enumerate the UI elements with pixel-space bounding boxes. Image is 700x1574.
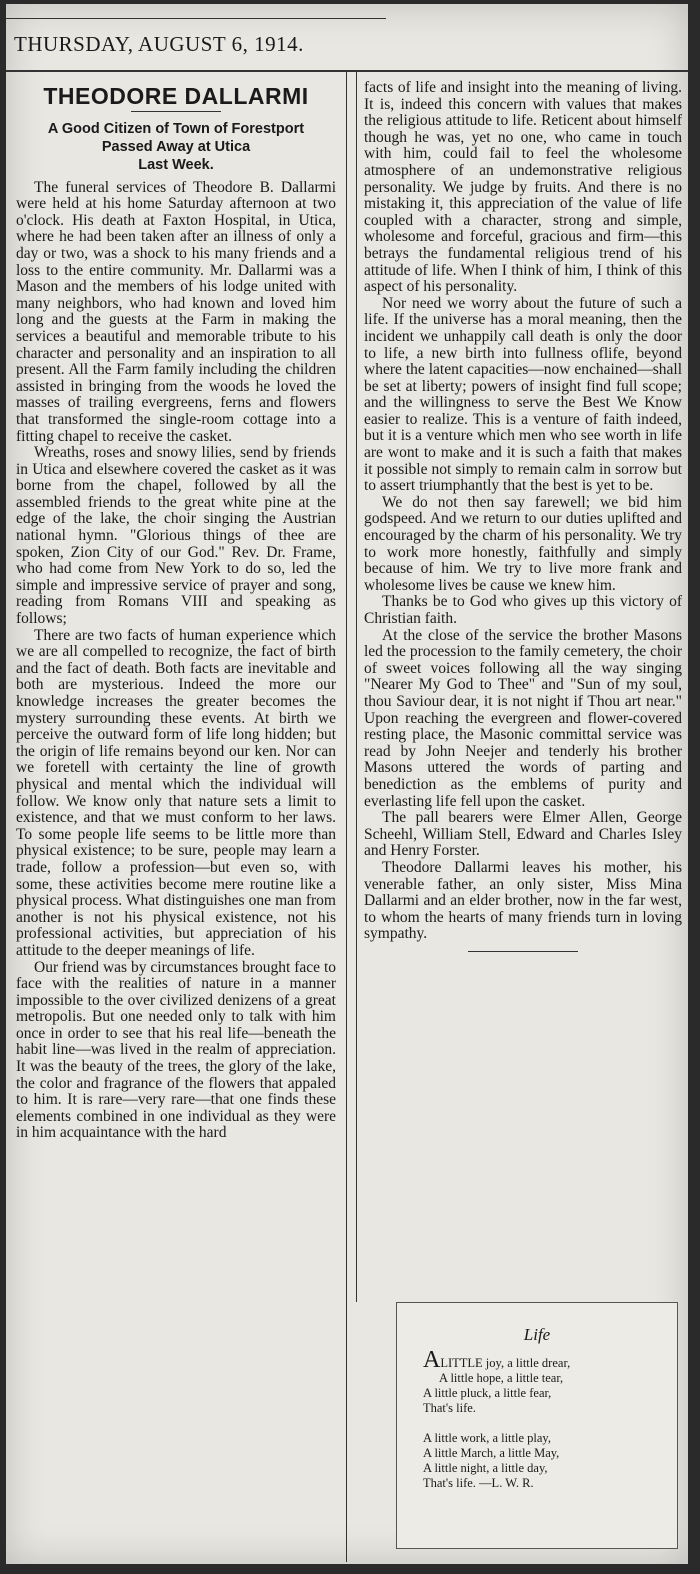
dateline — [6, 32, 688, 57]
end-rule — [468, 951, 578, 952]
article-paragraph: Thanks be to God who gives up this victory of Christian faith. — [364, 593, 682, 627]
top-rule — [6, 18, 386, 19]
subhead-line: Last Week. — [138, 156, 214, 173]
column-divider-left — [346, 72, 347, 1562]
poem-line: A little work, a little play, — [423, 1431, 551, 1445]
poem-line: A little night, a little day, — [423, 1461, 548, 1475]
article-paragraph: Wreaths, roses and snowy lilies, send by friends in Utica and elsewhere covered the casket as it was borne from the chapel, followed by all the assembled friends to the great white pine at the edge of the lake, the choir singing the Austrian national hymn. "Glorious things of thee are spoken, Zion City of our God." Rev. Dr. Frame, who had come from New York to do so, led the simple and impressive service of prayer and song, reading from Romans VIII and speaking as follows; — [16, 444, 336, 628]
dateline-rule — [6, 70, 688, 72]
poem-line: That's life. — [423, 1401, 476, 1415]
subhead-line: Passed Away at Utica — [101, 138, 251, 155]
column-divider-right — [356, 72, 357, 1302]
poem-line: That's life. —L. W. R. — [423, 1476, 534, 1490]
article-paragraph: We do not then say farewell; we bid him godspeed. And we return to our duties uplifted and encouraged by the charm of his personality. We try to work more honestly, faithfully and simply because of him. We try to live more frank and wholesome lives be cause we knew him. — [364, 493, 682, 594]
subhead-line: A Good Citizen of Town of Forestport — [47, 120, 305, 137]
dateline-text: THURSDAY, AUGUST 6, 1914. — [14, 32, 304, 56]
poem-title: Life — [523, 1325, 551, 1344]
article-paragraph: Our friend was by circumstances brought face to face with the realities of nature in a manner impossible to the over civilized denizens of a great metropolis. But one needed only to talk with him once in order to see that his real life—beneath the habit line—was lived in the realm of appreciation. It was the beauty of the trees, the glory of the lake, the color and fragrance of the flowers that appaled to him. It is rare—very rare—that one finds these elements combined in one individual as they were in him acquaintance with the hard — [16, 958, 336, 1142]
article-paragraph: Nor need we worry about the future of such a life. If the universe has a moral meaning, then the incident we unhappily call death is only the door to life, a new birth into fullness oflife, beyond where the latent capacities—now enchained—shall be set at liberty; powers of insight find full scope; and the willingness to serve the Best We Know easier to realize. This is a venture of faith indeed, but it is a venture which men who see worth in life are wont to make and it is such a faith that makes it possible not simply to remain calm in sorrow but to assert triumphantly that the best is yet to be. — [364, 294, 682, 495]
article-paragraph: At the close of the service the brother Masons led the procession to the family cemetery, the choir of sweet voices following all the way singing "Nearer My God to Thee" and "Sun of my soul, thou Saviour dear, it is not night if Thou art near." Upon reaching the evergreen and flower-covered resting place, the Masonic committal service was read by John Neejer and tenderly his brother Masons uttered the words of parting and benediction as the emblems of purity and everlasting life fell upon the casket. — [364, 626, 682, 810]
article-paragraph: Theodore Dallarmi leaves his mother, his venerable father, an only sister, Miss Mina Dallarmi and an elder brother, now in the far west, to whom the hearts of many friends turn in loving sympathy. — [364, 858, 682, 943]
poem-body — [397, 1347, 677, 1491]
newspaper-clipping — [6, 4, 688, 1564]
headline: THEODORE DALLARMI — [43, 83, 309, 109]
article-paragraph: facts of life and insight into the meaning of living. It is, indeed this concern with values that makes the religious attitude to life. Reticent about himself though he was, yet no one, who came in touch with him, could fail to feel the wholesome atmosphere of an undemonstrative religious personality. We judge by fruits. And there is no mistaking it, this appreciation of the value of life coupled with a character, strong and simple, wholesome and forceful, gracious and firm—this betrays the fundamental religious trend of his attitude of life. When I think of him, I think of this aspect of his personality. — [364, 79, 682, 296]
poem-dropcap: A — [423, 1347, 441, 1373]
subhead — [16, 120, 336, 174]
article-paragraph: There are two facts of human experience which we are all compelled to recognize, the fact of birth and the fact of death. Both facts are inevitable and both are mysterious. Indeed the more our knowledge increases the greater becomes the mystery surrounding these events. At birth we perceive the outward form of life long hidden; but the origin of life remains beyond our ken. Nor can we foretell with certainty the line of growth physical and mental which the individual will follow. We know only that nature sets a limit to existence, and that we must conform to her laws. To some people life seems to be little more than physical existence; to be sure, people may learn a trade, follow a profession—but even so, with some, these activities become mere routine like a physical process. What distinguishes one man from another is not his physical existence, not his professional activities, but appreciation of his attitude to the deeper meanings of life. — [16, 626, 336, 959]
stanza-gap — [423, 1416, 677, 1431]
poem-line: A little March, a little May, — [423, 1446, 560, 1460]
poem-line — [423, 1347, 677, 1373]
poem-box — [396, 1302, 678, 1549]
poem-line-text: LITTLE joy, a little drear, — [440, 1356, 571, 1370]
article-paragraph: The funeral services of Theodore B. Dallarmi were held at his home Saturday afternoon at two o'clock. His death at Faxton Hospital, in Utica, where he had been taken after an illness of only a day or two, was a shock to his many friends and a loss to the entire community. Mr. Dallarmi was a Mason and the members of his lodge united with many neighbors, who had known and loved him long and the guests at the Farm in making the services a beautiful and memorable tribute to his character and personality and an inspiration to all present. All the Farm family including the children assisted in bringing from the woods he loved the masses of trailing evergreens, ferns and flowers that transformed the single-room cottage into a fitting chapel to receive the casket. — [16, 178, 336, 445]
headline-rule — [131, 111, 221, 112]
poem-line: A little hope, a little tear, — [439, 1371, 564, 1385]
right-column — [364, 80, 682, 952]
article-paragraph: The pall bearers were Elmer Allen, George Scheehl, William Stell, Edward and Charles Isley and Henry Forster. — [364, 809, 682, 860]
left-column — [16, 80, 336, 1142]
poem-line: A little pluck, a little fear, — [423, 1386, 552, 1400]
